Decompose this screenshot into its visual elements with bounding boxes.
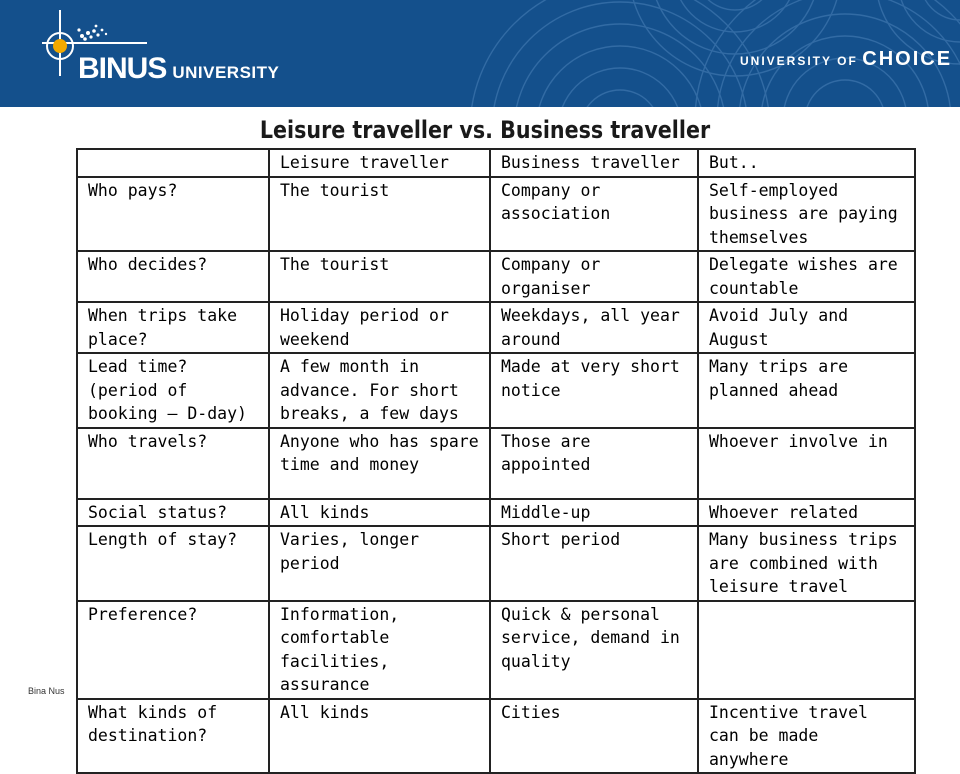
business-cell: Weekdays, all year around <box>490 302 698 353</box>
row-label-cell: Lead time? (period of booking – D-day) <box>77 353 269 428</box>
comparison-table <box>76 148 916 774</box>
footer-text: Bina Nus <box>28 686 65 696</box>
business-cell: Short period <box>490 526 698 601</box>
leisure-cell: The tourist <box>269 251 490 302</box>
row-label-cell: Length of stay? <box>77 526 269 601</box>
leisure-cell: All kinds <box>269 499 490 527</box>
table-row <box>77 699 915 774</box>
business-cell: Made at very short notice <box>490 353 698 428</box>
logo-main-text: BINUS <box>78 52 167 85</box>
tagline-prefix: UNIVERSITY OF <box>740 54 858 68</box>
tagline-emphasis: CHOICE <box>862 48 953 70</box>
row-label-cell: Who travels? <box>77 428 269 499</box>
but-cell <box>698 601 915 699</box>
but-cell: Delegate wishes are countable <box>698 251 915 302</box>
table-row <box>77 601 915 699</box>
but-cell: Many trips are planned ahead <box>698 353 915 428</box>
business-cell: Quick & personal service, demand in quality <box>490 601 698 699</box>
table-row <box>77 177 915 252</box>
row-label-cell: What kinds of destination? <box>77 699 269 774</box>
table-header-row <box>77 149 915 177</box>
table-row <box>77 526 915 601</box>
tagline <box>740 48 952 71</box>
leisure-cell: The tourist <box>269 177 490 252</box>
header-but-cell: But.. <box>698 149 915 177</box>
business-cell: Company or association <box>490 177 698 252</box>
row-label-cell: When trips take place? <box>77 302 269 353</box>
university-logo-text <box>78 52 279 86</box>
table-row <box>77 251 915 302</box>
table-row <box>77 428 915 499</box>
row-label-cell: Social status? <box>77 499 269 527</box>
leisure-cell: All kinds <box>269 699 490 774</box>
slide-title: Leisure traveller vs. Business traveller <box>259 116 711 144</box>
but-cell: Whoever related <box>698 499 915 527</box>
business-cell: Those are appointed <box>490 428 698 499</box>
but-cell: Whoever involve in <box>698 428 915 499</box>
leisure-cell: Varies, longer period <box>269 526 490 601</box>
header-banner <box>0 0 960 107</box>
table-row <box>77 499 915 527</box>
leisure-cell: A few month in advance. For short breaks, a few days <box>269 353 490 428</box>
but-cell: Incentive travel can be made anywhere <box>698 699 915 774</box>
table-row <box>77 302 915 353</box>
header-row-label-cell <box>77 149 269 177</box>
but-cell: Avoid July and August <box>698 302 915 353</box>
row-label-cell: Who decides? <box>77 251 269 302</box>
but-cell: Self-employed business are paying themselves <box>698 177 915 252</box>
header-business-cell: Business traveller <box>490 149 698 177</box>
logo-sub-text: UNIVERSITY <box>172 63 280 82</box>
leisure-cell: Information, comfortable facilities, assurance <box>269 601 490 699</box>
business-cell: Company or organiser <box>490 251 698 302</box>
row-label-cell: Who pays? <box>77 177 269 252</box>
but-cell: Many business trips are combined with leisure travel <box>698 526 915 601</box>
leisure-cell: Holiday period or weekend <box>269 302 490 353</box>
business-cell: Cities <box>490 699 698 774</box>
table-row <box>77 353 915 428</box>
business-cell: Middle-up <box>490 499 698 527</box>
header-leisure-cell: Leisure traveller <box>269 149 490 177</box>
leisure-cell: Anyone who has spare time and money <box>269 428 490 499</box>
row-label-cell: Preference? <box>77 601 269 699</box>
